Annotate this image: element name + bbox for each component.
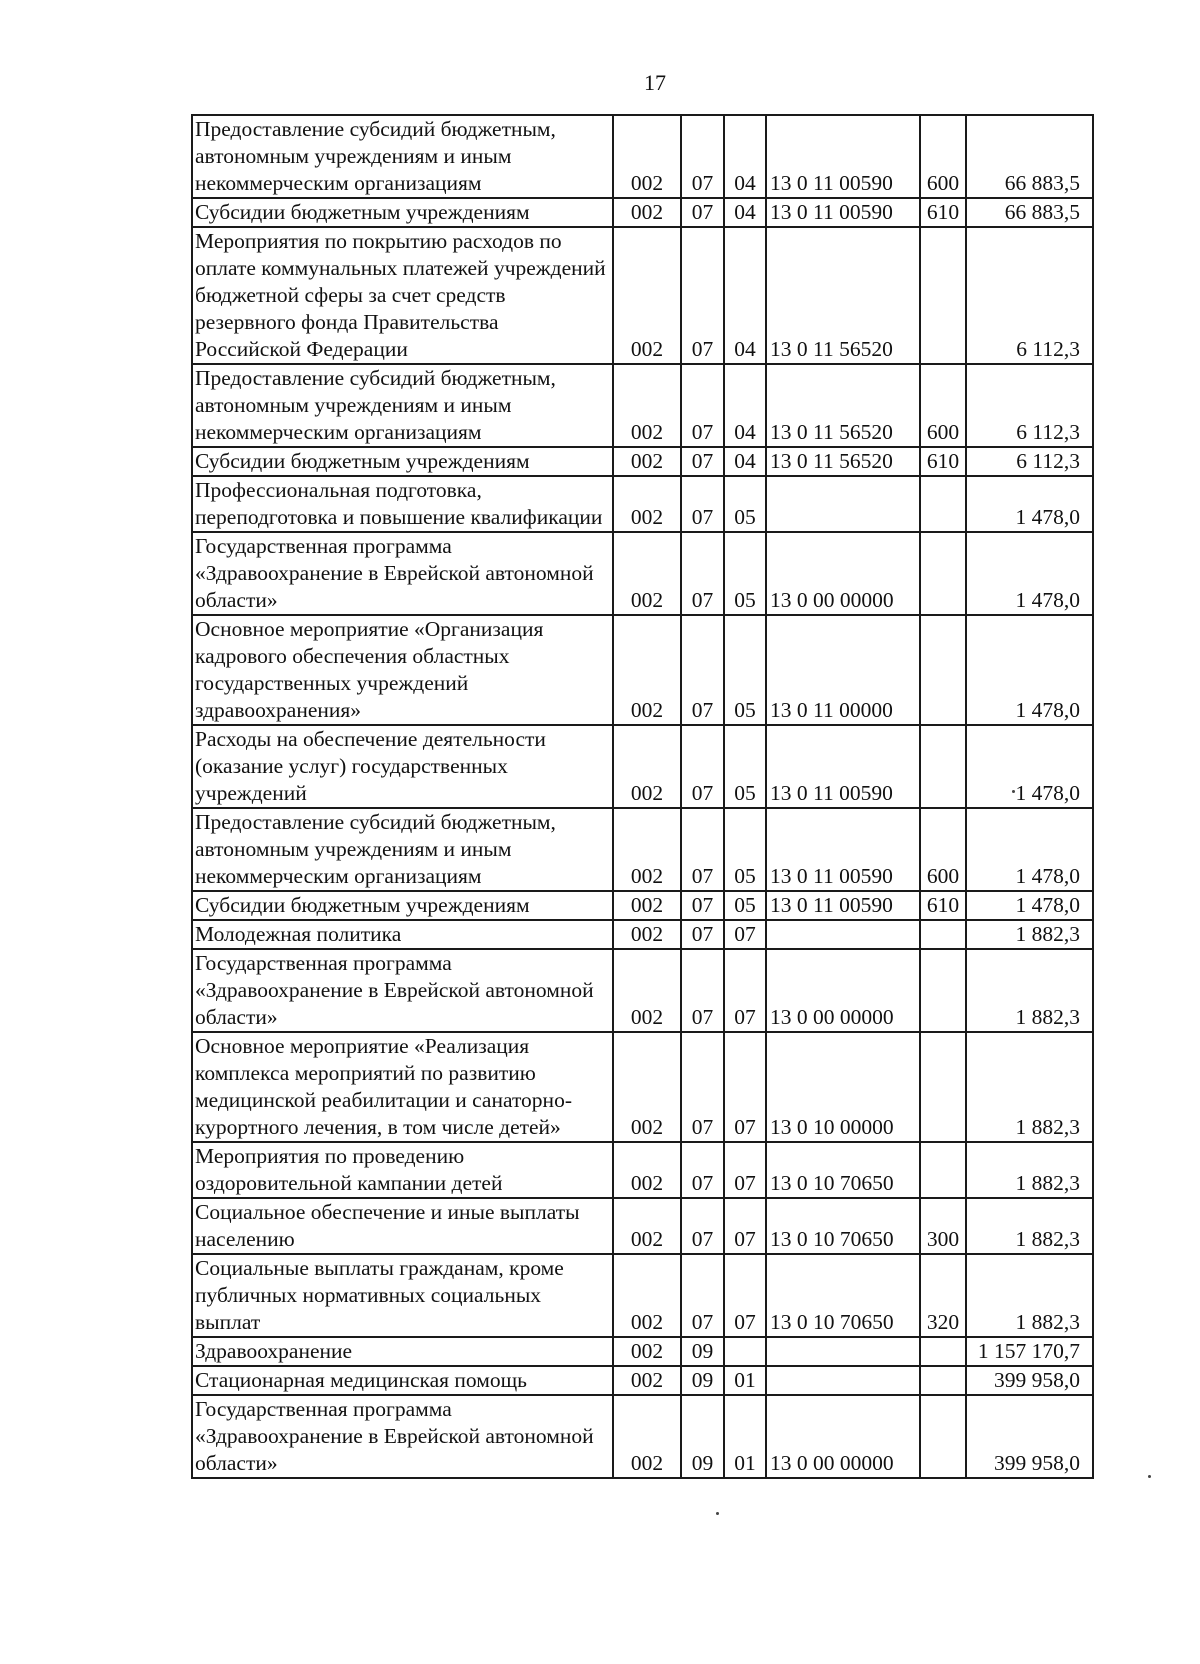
table-row	[192, 920, 1093, 949]
cell-name: Основное мероприятие «Реализация комплекса мероприятий по развитию медицинской реабилитации и санаторно-курортного лечения, в том числе детей»	[192, 1032, 613, 1142]
cell-amount: 1 478,0	[966, 615, 1093, 725]
cell-target-article: 13 0 11 00590	[766, 198, 920, 227]
table-row	[192, 115, 1093, 198]
cell-expense-type: 320	[920, 1254, 966, 1337]
cell-section: 07	[681, 1032, 724, 1142]
cell-grbs: 002	[613, 227, 681, 364]
cell-grbs: 002	[613, 532, 681, 615]
cell-target-article: 13 0 10 70650	[766, 1142, 920, 1198]
cell-target-article: 13 0 11 00000	[766, 615, 920, 725]
table-row	[192, 227, 1093, 364]
cell-grbs: 002	[613, 1337, 681, 1366]
cell-expense-type: 300	[920, 1198, 966, 1254]
table-row	[192, 364, 1093, 447]
cell-target-article: 13 0 10 70650	[766, 1254, 920, 1337]
cell-grbs: 002	[613, 725, 681, 808]
cell-subsection: 05	[724, 532, 766, 615]
table-row	[192, 1254, 1093, 1337]
cell-expense-type	[920, 1032, 966, 1142]
cell-section: 09	[681, 1366, 724, 1395]
cell-grbs: 002	[613, 1142, 681, 1198]
cell-amount: 1 882,3	[966, 1254, 1093, 1337]
cell-name: Субсидии бюджетным учреждениям	[192, 891, 613, 920]
cell-target-article	[766, 476, 920, 532]
cell-subsection: 07	[724, 949, 766, 1032]
cell-expense-type	[920, 476, 966, 532]
cell-subsection: 05	[724, 808, 766, 891]
cell-name: Социальные выплаты гражданам, кроме публичных нормативных социальных выплат	[192, 1254, 613, 1337]
cell-section: 07	[681, 1198, 724, 1254]
cell-target-article: 13 0 00 00000	[766, 1395, 920, 1478]
cell-amount: 1 882,3	[966, 1142, 1093, 1198]
cell-expense-type	[920, 725, 966, 808]
cell-section: 07	[681, 198, 724, 227]
cell-section: 07	[681, 476, 724, 532]
cell-amount: 6 112,3	[966, 364, 1093, 447]
cell-expense-type: 600	[920, 808, 966, 891]
cell-section: 07	[681, 891, 724, 920]
cell-name: Государственная программа «Здравоохранение в Еврейской автономной области»	[192, 1395, 613, 1478]
cell-amount: 1 882,3	[966, 920, 1093, 949]
cell-section: 07	[681, 227, 724, 364]
cell-expense-type	[920, 1337, 966, 1366]
cell-target-article: 13 0 00 00000	[766, 532, 920, 615]
cell-grbs: 002	[613, 1032, 681, 1142]
table-row	[192, 615, 1093, 725]
cell-section: 07	[681, 1142, 724, 1198]
cell-expense-type	[920, 949, 966, 1032]
cell-name: Предоставление субсидий бюджетным, автономным учреждениям и иным некоммерческим организациям	[192, 364, 613, 447]
cell-amount: 6 112,3	[966, 447, 1093, 476]
cell-target-article: 13 0 11 56520	[766, 364, 920, 447]
cell-grbs: 002	[613, 949, 681, 1032]
cell-section: 07	[681, 1254, 724, 1337]
cell-grbs: 002	[613, 1395, 681, 1478]
cell-amount: 1 478,0	[966, 725, 1093, 808]
cell-grbs: 002	[613, 1198, 681, 1254]
table-row	[192, 808, 1093, 891]
cell-amount: 1 882,3	[966, 1198, 1093, 1254]
budget-table-body	[192, 115, 1093, 1478]
cell-amount: 1 478,0	[966, 808, 1093, 891]
cell-name: Предоставление субсидий бюджетным, автономным учреждениям и иным некоммерческим организациям	[192, 115, 613, 198]
cell-expense-type: 610	[920, 891, 966, 920]
cell-target-article: 13 0 10 00000	[766, 1032, 920, 1142]
table-row	[192, 1198, 1093, 1254]
table-row	[192, 1142, 1093, 1198]
page-number: 17	[644, 70, 666, 95]
cell-amount: 1 157 170,7	[966, 1337, 1093, 1366]
cell-subsection: 05	[724, 891, 766, 920]
cell-expense-type	[920, 1395, 966, 1478]
cell-expense-type	[920, 1142, 966, 1198]
cell-target-article	[766, 1337, 920, 1366]
cell-subsection: 04	[724, 227, 766, 364]
cell-name: Государственная программа «Здравоохранение в Еврейской автономной области»	[192, 532, 613, 615]
cell-target-article: 13 0 11 56520	[766, 227, 920, 364]
cell-grbs: 002	[613, 447, 681, 476]
cell-expense-type: 610	[920, 447, 966, 476]
cell-subsection: 05	[724, 725, 766, 808]
cell-name: Стационарная медицинская помощь	[192, 1366, 613, 1395]
budget-table	[191, 114, 1094, 1479]
cell-subsection: 07	[724, 1198, 766, 1254]
cell-name: Социальное обеспечение и иные выплаты населению	[192, 1198, 613, 1254]
cell-name: Основное мероприятие «Организация кадрового обеспечения областных государственных учреждений здравоохранения»	[192, 615, 613, 725]
cell-amount: 1 882,3	[966, 949, 1093, 1032]
cell-grbs: 002	[613, 364, 681, 447]
cell-subsection: 07	[724, 1254, 766, 1337]
cell-grbs: 002	[613, 615, 681, 725]
cell-expense-type: 600	[920, 115, 966, 198]
cell-section: 07	[681, 364, 724, 447]
cell-section: 07	[681, 447, 724, 476]
table-row	[192, 532, 1093, 615]
scan-speck	[1148, 1475, 1151, 1478]
cell-subsection: 05	[724, 476, 766, 532]
cell-amount: 66 883,5	[966, 198, 1093, 227]
cell-expense-type	[920, 532, 966, 615]
cell-name: Мероприятия по проведению оздоровительной кампании детей	[192, 1142, 613, 1198]
cell-amount: 66 883,5	[966, 115, 1093, 198]
cell-amount: 1 882,3	[966, 1032, 1093, 1142]
table-row	[192, 891, 1093, 920]
cell-section: 07	[681, 949, 724, 1032]
cell-subsection: 07	[724, 920, 766, 949]
cell-name: Здравоохранение	[192, 1337, 613, 1366]
cell-amount: 1 478,0	[966, 532, 1093, 615]
cell-subsection: 07	[724, 1142, 766, 1198]
table-row	[192, 476, 1093, 532]
cell-target-article: 13 0 11 00590	[766, 725, 920, 808]
cell-subsection: 04	[724, 198, 766, 227]
cell-target-article: 13 0 11 56520	[766, 447, 920, 476]
cell-section: 07	[681, 532, 724, 615]
cell-target-article	[766, 1366, 920, 1395]
cell-name: Профессиональная подготовка, переподготовка и повышение квалификации	[192, 476, 613, 532]
cell-expense-type: 610	[920, 198, 966, 227]
cell-subsection	[724, 1337, 766, 1366]
cell-section: 07	[681, 920, 724, 949]
cell-amount: 1 478,0	[966, 891, 1093, 920]
cell-section: 07	[681, 725, 724, 808]
cell-section: 09	[681, 1337, 724, 1366]
scan-speck	[1012, 790, 1015, 793]
cell-target-article: 13 0 11 00590	[766, 808, 920, 891]
cell-subsection: 01	[724, 1366, 766, 1395]
cell-target-article	[766, 920, 920, 949]
table-row	[192, 198, 1093, 227]
cell-grbs: 002	[613, 808, 681, 891]
cell-subsection: 05	[724, 615, 766, 725]
cell-grbs: 002	[613, 198, 681, 227]
cell-grbs: 002	[613, 115, 681, 198]
cell-section: 07	[681, 115, 724, 198]
cell-grbs: 002	[613, 1254, 681, 1337]
table-row	[192, 949, 1093, 1032]
cell-name: Молодежная политика	[192, 920, 613, 949]
cell-name: Предоставление субсидий бюджетным, автономным учреждениям и иным некоммерческим организациям	[192, 808, 613, 891]
cell-amount: 399 958,0	[966, 1395, 1093, 1478]
table-row	[192, 1337, 1093, 1366]
cell-expense-type	[920, 227, 966, 364]
cell-subsection: 04	[724, 447, 766, 476]
cell-target-article: 13 0 00 00000	[766, 949, 920, 1032]
cell-expense-type: 600	[920, 364, 966, 447]
cell-grbs: 002	[613, 476, 681, 532]
cell-grbs: 002	[613, 920, 681, 949]
cell-subsection: 04	[724, 364, 766, 447]
cell-name: Субсидии бюджетным учреждениям	[192, 447, 613, 476]
cell-section: 09	[681, 1395, 724, 1478]
cell-amount: 1 478,0	[966, 476, 1093, 532]
cell-name: Государственная программа «Здравоохранение в Еврейской автономной области»	[192, 949, 613, 1032]
table-row	[192, 1366, 1093, 1395]
cell-name: Мероприятия по покрытию расходов по оплате коммунальных платежей учреждений бюджетной сферы за счет средств резервного фонда Правительства Российской Федерации	[192, 227, 613, 364]
cell-section: 07	[681, 808, 724, 891]
table-row	[192, 1395, 1093, 1478]
cell-target-article: 13 0 11 00590	[766, 891, 920, 920]
cell-amount: 6 112,3	[966, 227, 1093, 364]
cell-subsection: 07	[724, 1032, 766, 1142]
table-row	[192, 447, 1093, 476]
cell-target-article: 13 0 10 70650	[766, 1198, 920, 1254]
cell-expense-type	[920, 615, 966, 725]
table-row	[192, 725, 1093, 808]
cell-amount: 399 958,0	[966, 1366, 1093, 1395]
table-row	[192, 1032, 1093, 1142]
cell-expense-type	[920, 920, 966, 949]
cell-subsection: 04	[724, 115, 766, 198]
cell-subsection: 01	[724, 1395, 766, 1478]
cell-name: Расходы на обеспечение деятельности (оказание услуг) государственных учреждений	[192, 725, 613, 808]
cell-target-article: 13 0 11 00590	[766, 115, 920, 198]
cell-expense-type	[920, 1366, 966, 1395]
cell-grbs: 002	[613, 1366, 681, 1395]
cell-name: Субсидии бюджетным учреждениям	[192, 198, 613, 227]
cell-grbs: 002	[613, 891, 681, 920]
scan-speck	[716, 1512, 719, 1515]
cell-section: 07	[681, 615, 724, 725]
